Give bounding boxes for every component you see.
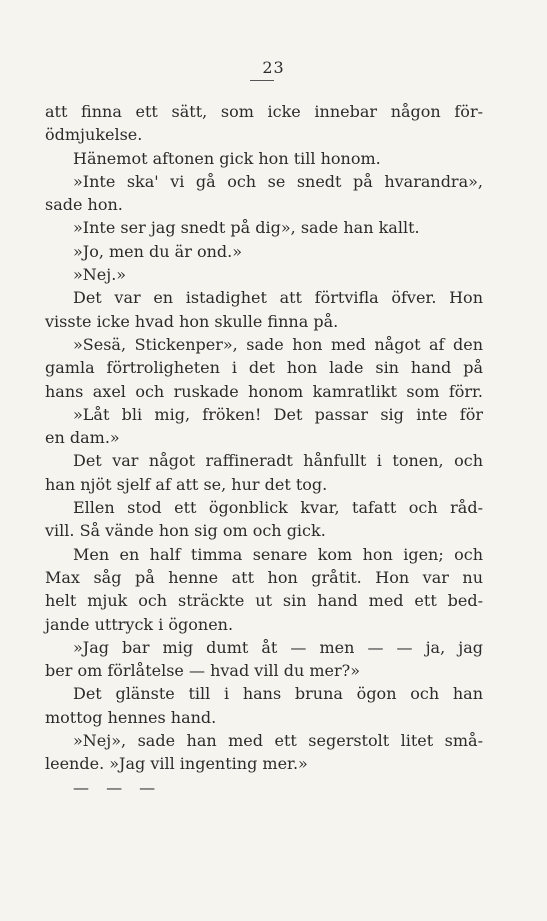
text-line: Hänemot aftonen gick hon till honom. (73, 148, 381, 168)
text-line: en dam.» (45, 428, 120, 448)
text-line: »Jag bar mig dumt åt — men — — ja, jag (73, 637, 483, 657)
text-line: Det var något raffineradt hånfullt i tonen, och (73, 451, 483, 471)
text-line: Max såg på henne att hon gråtit. Hon var nu (45, 567, 483, 587)
text-line: sade hon. (45, 195, 123, 215)
text-line: »Nej.» (73, 265, 127, 285)
text-line: ödmjukelse. (45, 125, 143, 145)
text-line: mottog hennes hand. (45, 707, 217, 727)
text-line: visste icke hvad hon skulle finna på. (45, 311, 339, 331)
text-line: jande uttryck i ögonen. (45, 614, 234, 634)
text-line: helt mjuk och sträckte ut sin hand med ett bed- (45, 591, 483, 611)
text-line: gamla förtroligheten i det hon lade sin hand på (45, 358, 483, 378)
text-line: leende. »Jag vill ingenting mer.» (45, 754, 308, 774)
text-line: att finna ett sätt, som icke innebar någon för- (45, 102, 483, 121)
text-line: »Inte ska' vi gå och se snedt på hvarandra», (73, 171, 483, 191)
text-line: »Nej», sade han med ett segerstolt litet små- (73, 731, 483, 751)
text-line: »Sesä, Stickenper», sade hon med något af den (73, 334, 483, 354)
text-line: vill. Så vände hon sig om och gick. (45, 521, 326, 541)
text-line: »Inte ser jag snedt på dig», sade han kallt. (73, 218, 420, 238)
text-line: Men en half timma senare kom hon igen; och (73, 544, 483, 564)
text-line: Det glänste till i hans bruna ögon och han (73, 684, 483, 704)
text-line: Det var en istadighet att förtvifla öfver. Hon (73, 288, 483, 308)
text-line: hans axel och ruskade honom kamratlikt som förr. (45, 381, 483, 401)
text-line: ber om förlåtelse — hvad vill du mer?» (45, 661, 361, 681)
page-number-rule (250, 80, 274, 81)
text-line: »Låt bli mig, fröken! Det passar sig inte för (73, 404, 483, 424)
closing-dashes: — — — (73, 777, 162, 797)
text-line: Ellen stod ett ögonblick kvar, tafatt och råd- (73, 498, 483, 518)
body-text (45, 100, 483, 799)
page-number: 23 (262, 58, 285, 77)
text-line: han njöt sjelf af att se, hur det tog. (45, 474, 328, 494)
text-line: »Jo, men du är ond.» (73, 241, 242, 261)
